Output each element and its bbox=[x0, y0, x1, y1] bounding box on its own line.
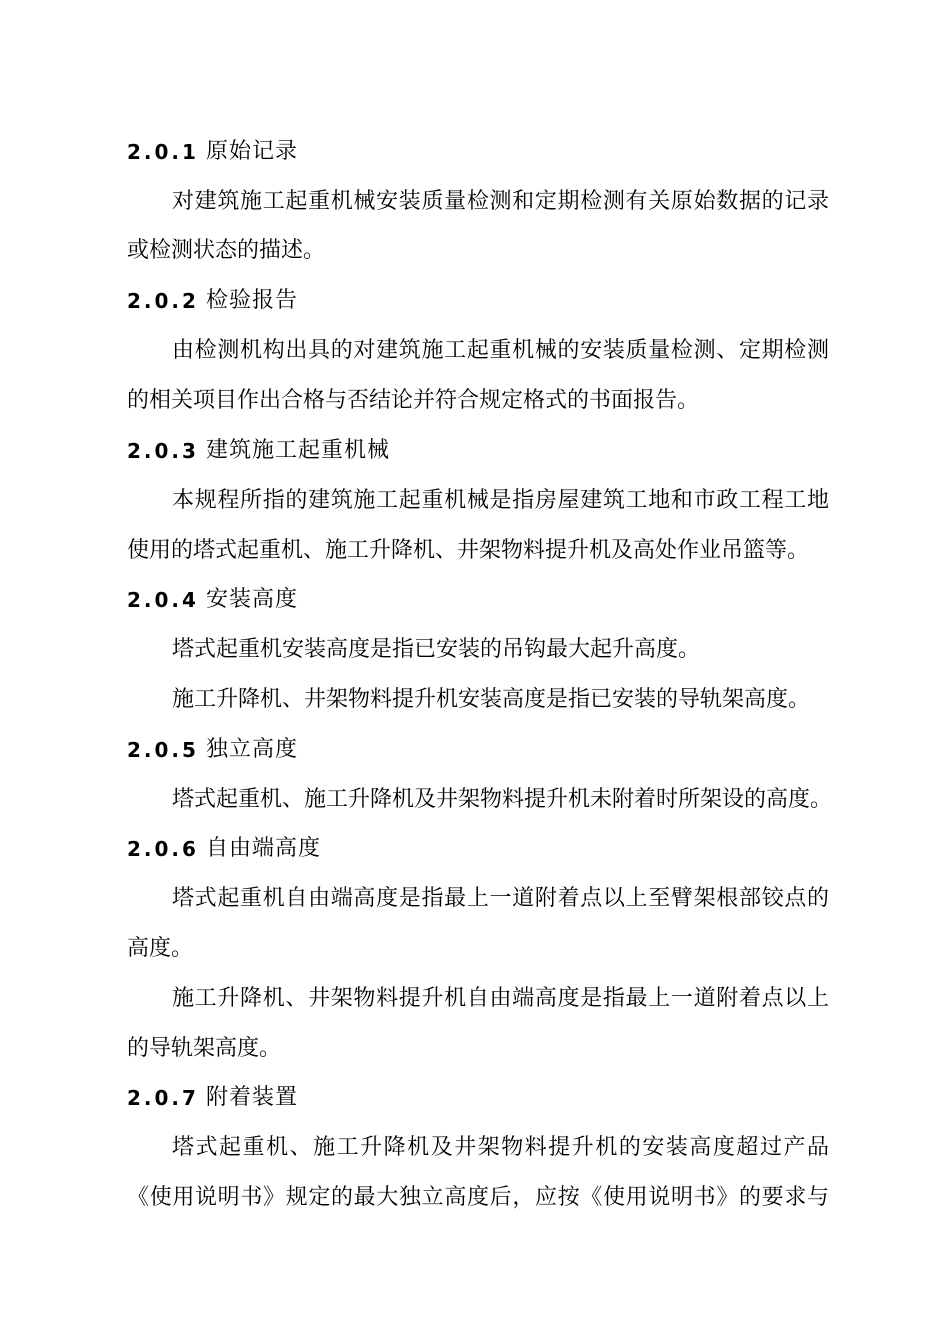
paragraph-line: 塔式起重机安装高度是指已安装的吊钩最大起升高度。 bbox=[172, 637, 701, 662]
section-title: 原始记录 bbox=[206, 139, 299, 164]
section-heading bbox=[0, 286, 950, 336]
paragraph-line: 本规程所指的建筑施工起重机械是指房屋建筑工地和市政工程工地 bbox=[172, 488, 829, 513]
paragraph-line: 《使用说明书》规定的最大独立高度后，应按《使用说明书》的要求与 bbox=[127, 1185, 829, 1210]
paragraph-line: 塔式起重机自由端高度是指最上一道附着点以上至臂架根部铰点的 bbox=[172, 886, 829, 911]
paragraph-line: 施工升降机、井架物料提升机安装高度是指已安装的导轨架高度。 bbox=[172, 687, 811, 712]
section-title: 安装高度 bbox=[206, 587, 299, 612]
section-number: 2.0.5 bbox=[127, 738, 199, 762]
section-number: 2.0.6 bbox=[127, 837, 199, 861]
section-title: 建筑施工起重机械 bbox=[206, 438, 391, 463]
paragraph-line: 由检测机构出具的对建筑施工起重机械的安装质量检测、定期检测 bbox=[172, 338, 829, 363]
paragraph-line: 塔式起重机、施工升降机及井架物料提升机的安装高度超过产品 bbox=[172, 1135, 829, 1160]
section-heading bbox=[0, 1083, 950, 1133]
section-title: 检验报告 bbox=[206, 288, 299, 313]
section-heading bbox=[0, 735, 950, 785]
section-number: 2.0.2 bbox=[127, 289, 199, 313]
section-title: 自由端高度 bbox=[206, 836, 322, 861]
section-heading bbox=[0, 834, 950, 884]
section-heading bbox=[0, 137, 950, 187]
section-heading bbox=[0, 436, 950, 486]
paragraph-line: 的相关项目作出合格与否结论并符合规定格式的书面报告。 bbox=[127, 388, 700, 413]
section-heading bbox=[0, 585, 950, 635]
paragraph-line: 对建筑施工起重机械安装质量检测和定期检测有关原始数据的记录 bbox=[172, 189, 829, 214]
paragraph-line: 塔式起重机、施工升降机及井架物料提升机未附着时所架设的高度。 bbox=[172, 787, 833, 812]
paragraph-line: 高度。 bbox=[127, 936, 194, 961]
section-title: 独立高度 bbox=[206, 737, 299, 762]
section-title: 附着装置 bbox=[206, 1085, 299, 1110]
paragraph-line: 的导轨架高度。 bbox=[127, 1036, 282, 1061]
section-number: 2.0.3 bbox=[127, 439, 199, 463]
paragraph-line: 施工升降机、井架物料提升机自由端高度是指最上一道附着点以上 bbox=[172, 986, 829, 1011]
section-number: 2.0.4 bbox=[127, 588, 199, 612]
section-number: 2.0.7 bbox=[127, 1086, 199, 1110]
section-number: 2.0.1 bbox=[127, 140, 199, 164]
paragraph-line: 或检测状态的描述。 bbox=[127, 238, 326, 263]
paragraph-line: 使用的塔式起重机、施工升降机、井架物料提升机及高处作业吊篮等。 bbox=[127, 538, 810, 563]
